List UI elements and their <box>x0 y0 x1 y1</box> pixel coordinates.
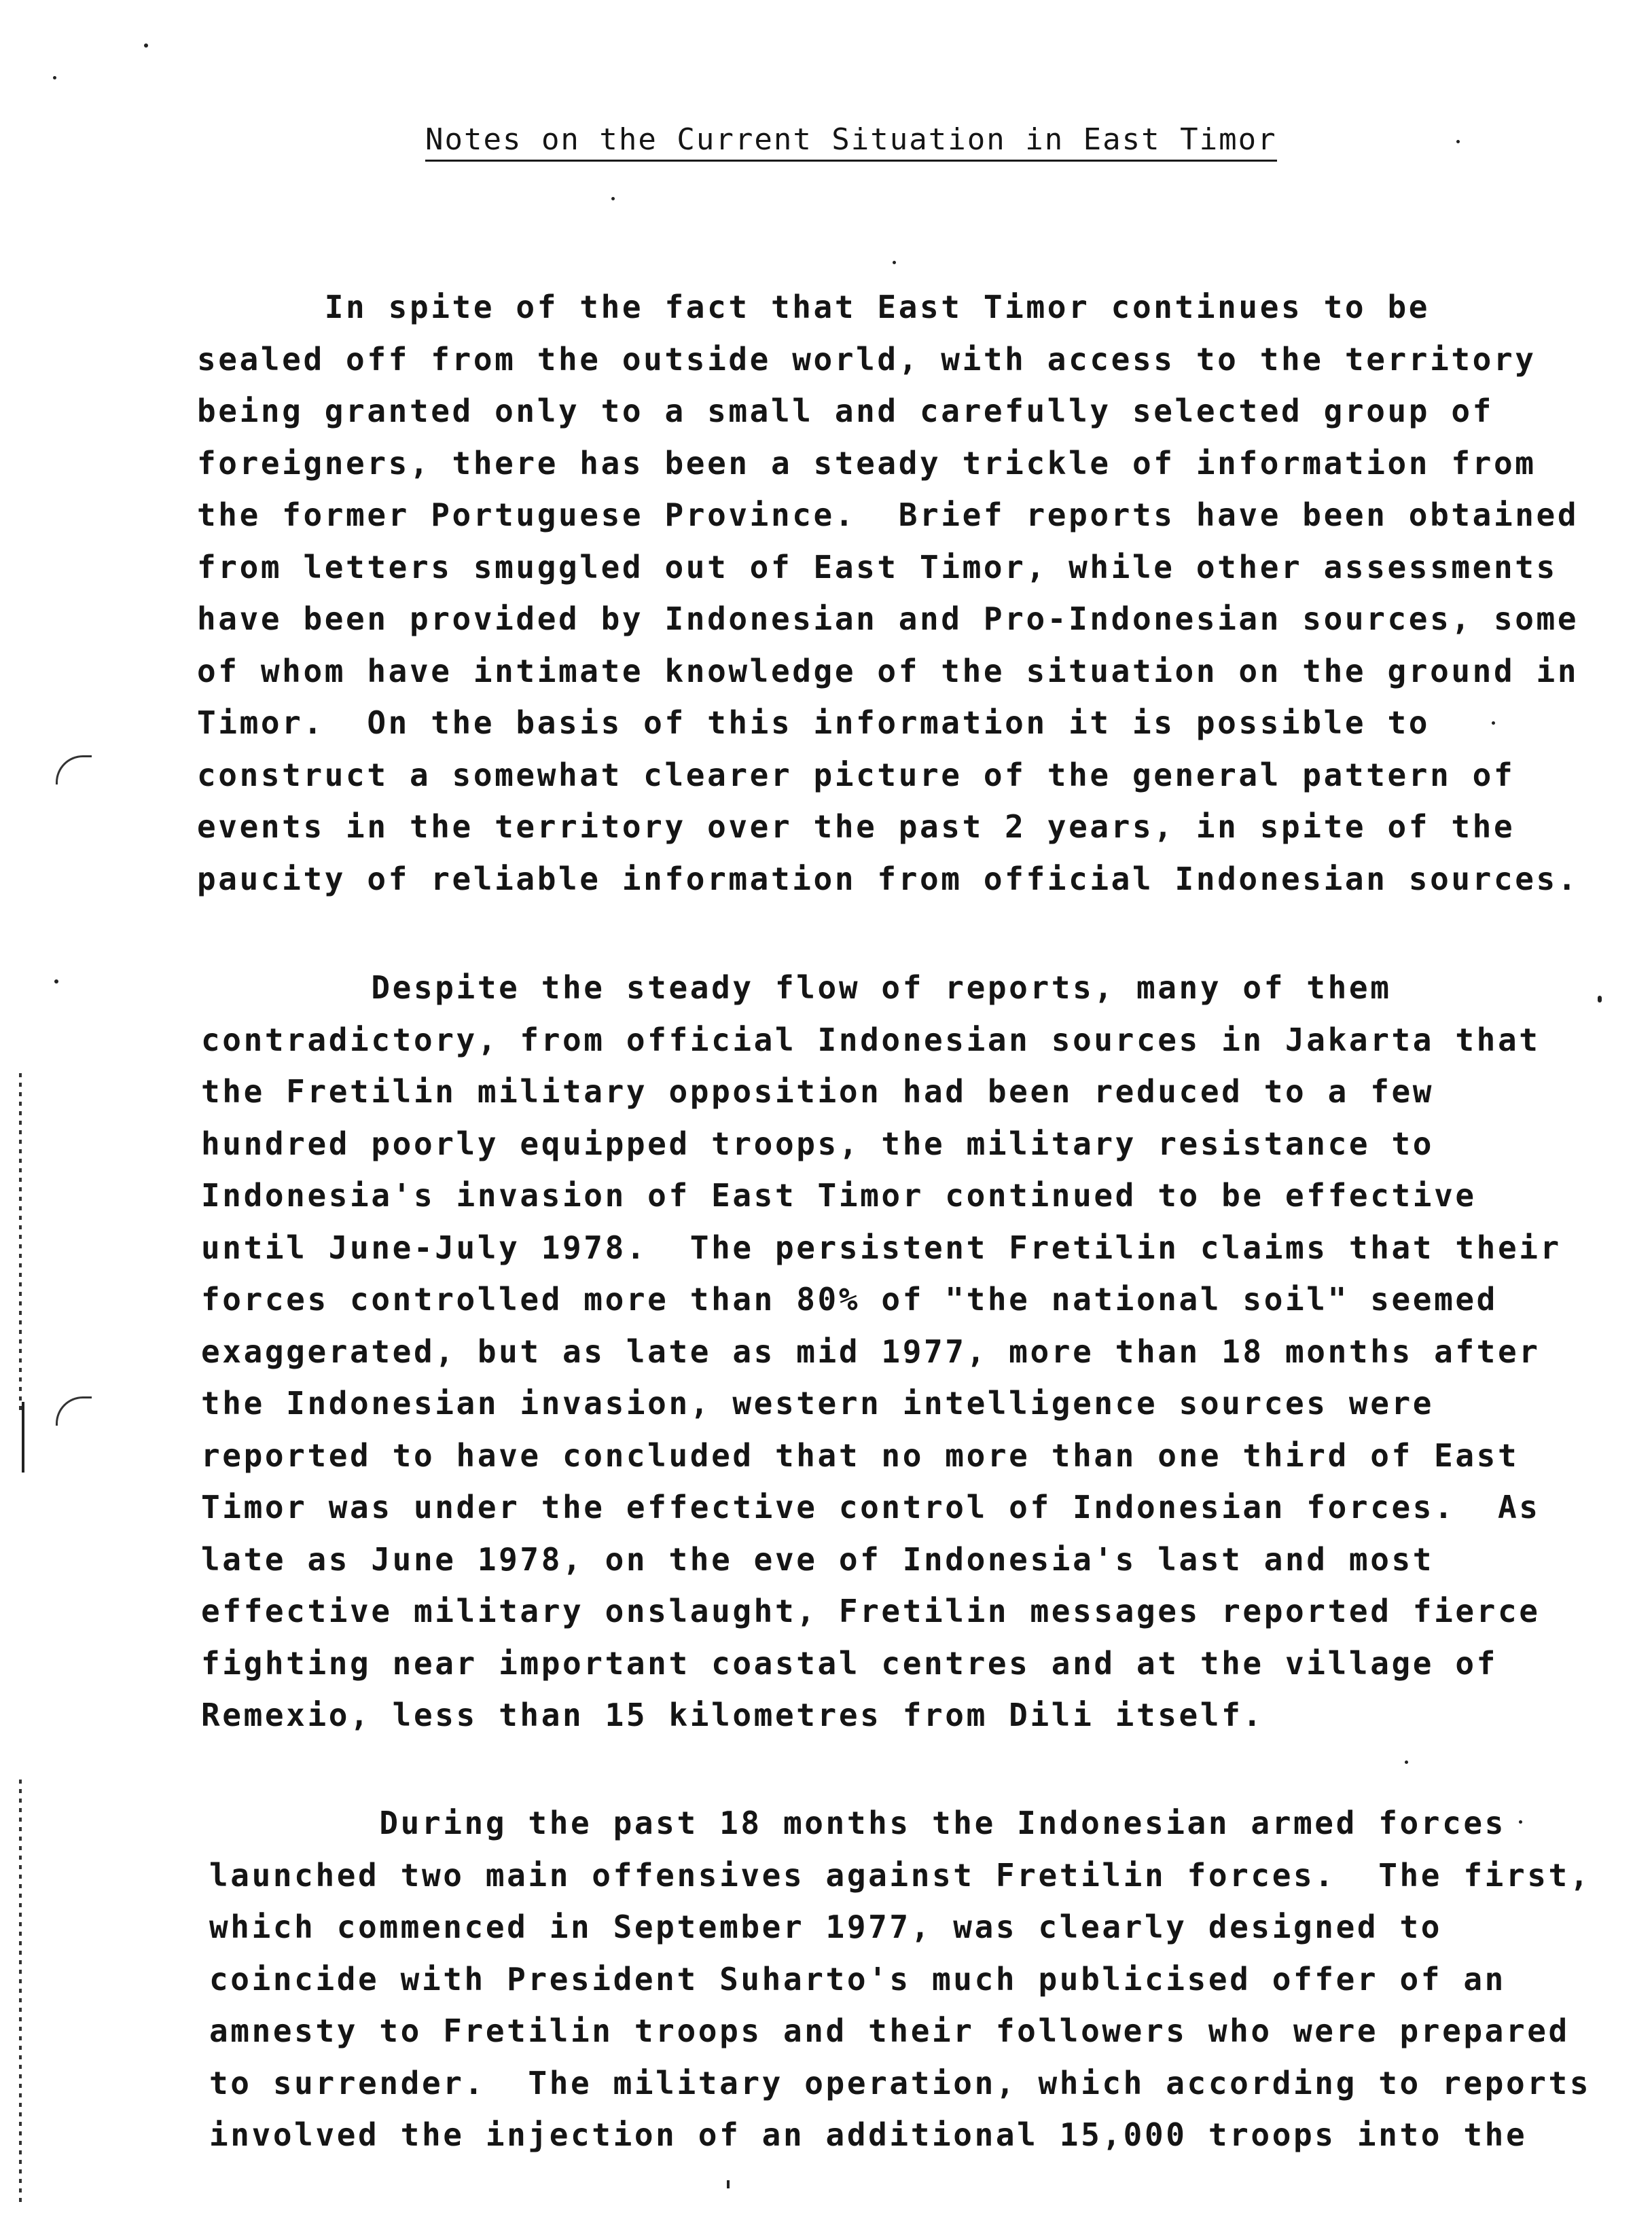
scan-mark <box>22 1402 24 1473</box>
page-title-text: Notes on the Current Situation in East Timor <box>425 122 1277 162</box>
text-line: In spite of the fact that East Timor continues to be <box>197 289 1431 325</box>
text-line: Despite the steady flow of reports, many of them <box>201 969 1392 1006</box>
binding-edge <box>19 1780 22 2207</box>
scan-mark <box>56 755 92 784</box>
text-line: late as June 1978, on the eve of Indonesia's last and most <box>201 1540 1435 1578</box>
scan-speck <box>893 261 896 264</box>
page-title <box>425 122 1277 157</box>
text-line: effective military onslaught, Fretilin messages reported fierce <box>201 1593 1541 1629</box>
paragraph <box>209 1797 1592 2161</box>
text-line: construct a somewhat clearer picture of the general pattern of <box>197 756 1515 793</box>
text-line: which commenced in September 1977, was clearly designed to <box>209 1909 1443 1945</box>
text-line: the Indonesian invasion, western intelligence sources were <box>201 1385 1435 1422</box>
text-line: the former Portuguese Province. Brief reports have been obtained <box>197 496 1579 533</box>
paragraph <box>197 281 1579 905</box>
text-line: coincide with President Suharto's much publicised offer of an <box>209 1960 1506 1998</box>
text-line: hundred poorly equipped troops, the military resistance to <box>201 1125 1435 1162</box>
scan-speck <box>144 43 148 48</box>
paragraph <box>201 962 1560 1741</box>
text-line: sealed off from the outside world, with access to the territory <box>197 340 1537 378</box>
text-line: exaggerated, but as late as mid 1977, more than 18 months after <box>201 1333 1541 1370</box>
text-line: until June-July 1978. The persistent Fretilin claims that their <box>201 1229 1562 1266</box>
text-line: to surrender. The military operation, which according to reports <box>209 2064 1592 2101</box>
text-line: paucity of reliable information from official Indonesian sources. <box>197 860 1579 897</box>
text-line: Timor was under the effective control of Indonesian forces. As <box>201 1489 1541 1525</box>
text-line: from letters smuggled out of East Timor, while other assessments <box>197 548 1558 585</box>
text-line: fighting near important coastal centres and at the village of <box>201 1644 1498 1682</box>
text-line: events in the territory over the past 2 years, in spite of the <box>197 808 1515 845</box>
text-line: the Fretilin military opposition had been reduced to a few <box>201 1073 1435 1110</box>
scan-speck <box>611 197 615 200</box>
text-line: being granted only to a small and carefully selected group of <box>197 393 1494 429</box>
scan-mark <box>56 1396 92 1426</box>
text-line: have been provided by Indonesian and Pro-Indonesian sources, some <box>197 600 1579 637</box>
scan-speck <box>1405 1760 1408 1764</box>
scan-speck <box>54 979 58 983</box>
text-line: foreigners, there has been a steady trickle of information from <box>197 444 1537 482</box>
scan-speck <box>1456 140 1460 143</box>
text-line: amnesty to Fretilin troops and their followers who were prepared <box>209 2012 1570 2049</box>
text-line: involved the injection of an additional 15,000 troops into the <box>209 2116 1528 2153</box>
binding-edge <box>19 1073 22 1413</box>
text-line: During the past 18 months the Indonesian armed forces <box>209 1805 1506 1841</box>
text-line: forces controlled more than 80% of "the national soil" seemed <box>201 1281 1498 1318</box>
text-line: Remexio, less than 15 kilometres from Dili itself. <box>201 1697 1264 1733</box>
text-line: Timor. On the basis of this information it is possible to <box>197 704 1431 741</box>
text-line: launched two main offensives against Fretilin forces. The first, <box>209 1856 1592 1894</box>
text-line: contradictory, from official Indonesian sources in Jakarta that <box>201 1021 1541 1058</box>
scan-speck <box>53 76 56 79</box>
text-line: reported to have concluded that no more than one third of East <box>201 1437 1520 1474</box>
text-line: Indonesia's invasion of East Timor continued to be effective <box>201 1177 1477 1214</box>
scan-speck <box>727 2180 730 2188</box>
text-line: of whom have intimate knowledge of the situation on the ground in <box>197 652 1579 689</box>
scan-speck <box>1598 996 1602 1003</box>
